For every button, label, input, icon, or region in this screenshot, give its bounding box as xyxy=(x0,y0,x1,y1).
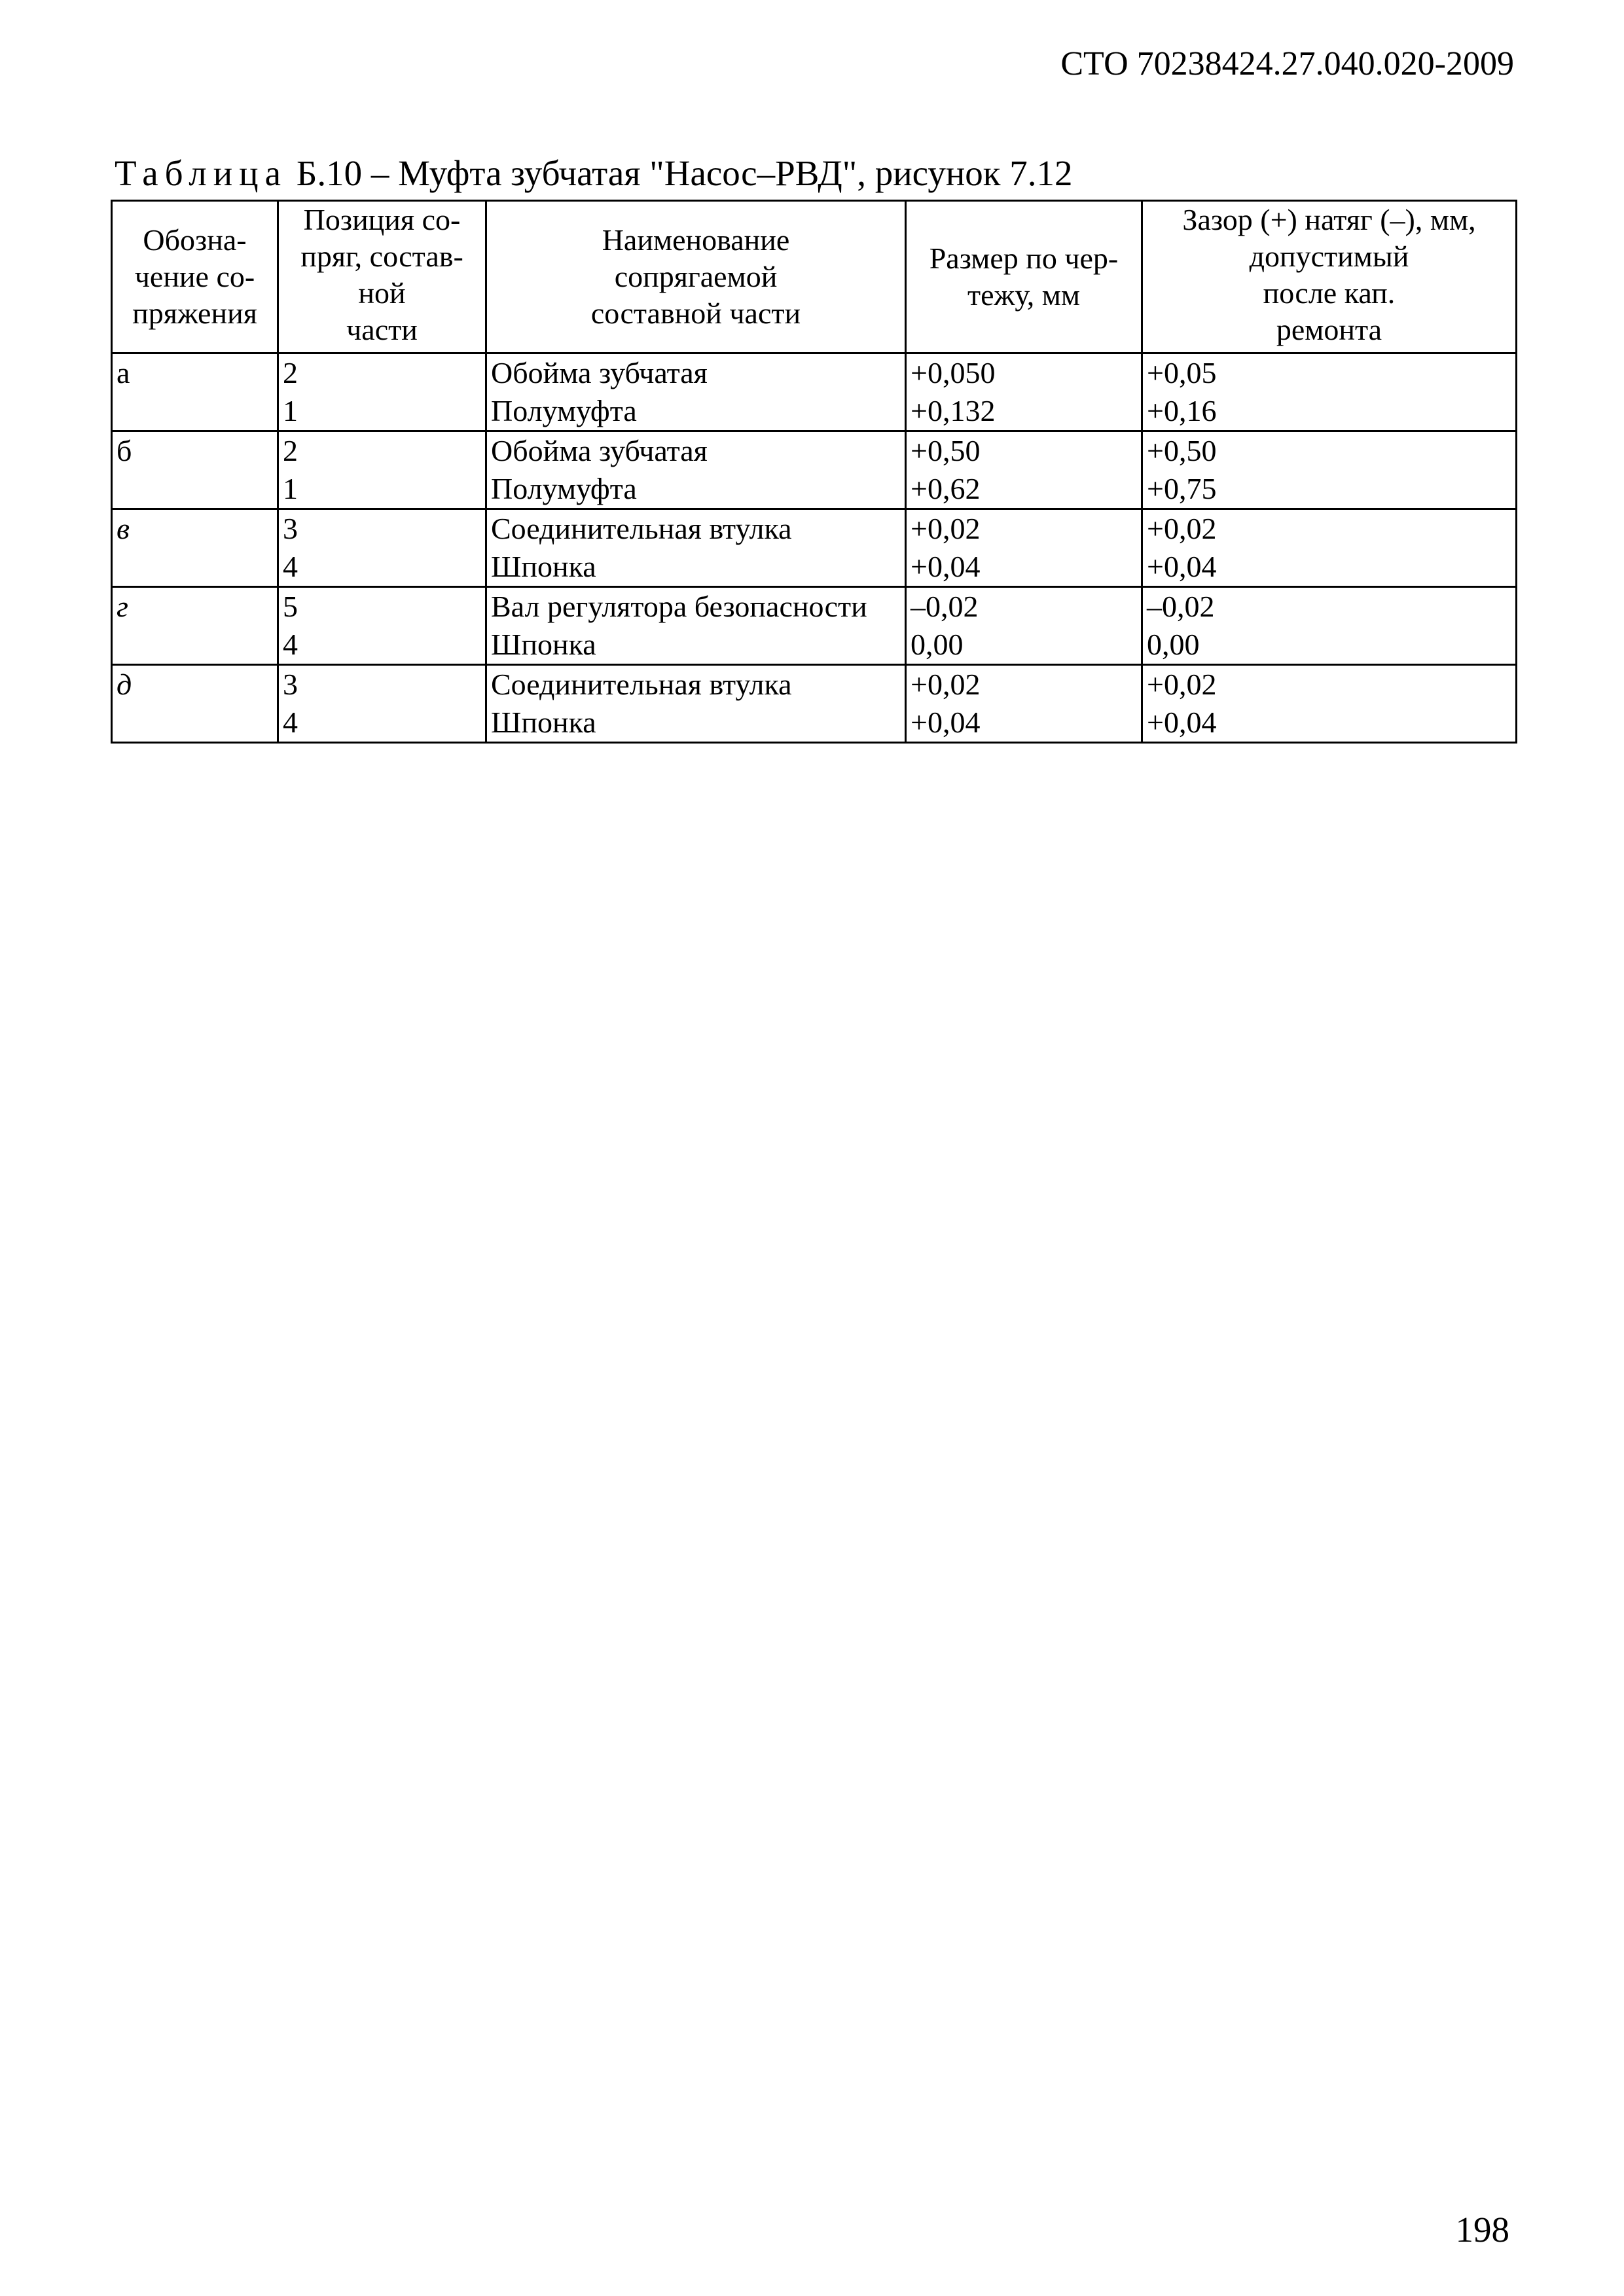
cell-clearance: +0,04 xyxy=(1142,548,1517,587)
table-row xyxy=(112,626,1517,665)
cell-position: 4 xyxy=(278,626,486,665)
table-caption-text: Б.10 – Муфта зубчатая "Насос–РВД", рисунок 7.12 xyxy=(287,153,1073,193)
table-row xyxy=(112,431,1517,471)
cell-designation xyxy=(112,626,278,665)
cell-clearance: +0,02 xyxy=(1142,665,1517,704)
cell-position: 3 xyxy=(278,665,486,704)
cell-clearance: +0,16 xyxy=(1142,392,1517,431)
mating-parts-table xyxy=(111,200,1517,744)
cell-drawing-size: +0,62 xyxy=(906,470,1142,509)
cell-designation xyxy=(112,548,278,587)
cell-clearance: +0,02 xyxy=(1142,509,1517,548)
cell-drawing-size: +0,132 xyxy=(906,392,1142,431)
cell-designation xyxy=(112,470,278,509)
cell-position: 4 xyxy=(278,548,486,587)
cell-drawing-size: 0,00 xyxy=(906,626,1142,665)
cell-clearance: +0,04 xyxy=(1142,704,1517,743)
cell-designation: а xyxy=(112,353,278,393)
table-row xyxy=(112,353,1517,393)
col-header-drawing-size: Размер по чер- тежу, мм xyxy=(906,201,1142,353)
table-row xyxy=(112,392,1517,431)
cell-drawing-size: +0,02 xyxy=(906,665,1142,704)
cell-part-name: Вал регулятора безопасности xyxy=(486,587,906,626)
cell-position: 2 xyxy=(278,431,486,471)
table-row xyxy=(112,509,1517,548)
table-row xyxy=(112,548,1517,587)
col-header-position: Позиция со- пряг, состав- ной части xyxy=(278,201,486,353)
cell-drawing-size: +0,04 xyxy=(906,548,1142,587)
cell-part-name: Шпонка xyxy=(486,704,906,743)
table-row xyxy=(112,704,1517,743)
cell-clearance: 0,00 xyxy=(1142,626,1517,665)
cell-part-name: Полумуфта xyxy=(486,392,906,431)
cell-clearance: –0,02 xyxy=(1142,587,1517,626)
cell-drawing-size: +0,04 xyxy=(906,704,1142,743)
table-header-row xyxy=(112,201,1517,353)
cell-position: 3 xyxy=(278,509,486,548)
col-header-part-name: Наименование сопрягаемой составной части xyxy=(486,201,906,353)
cell-position: 1 xyxy=(278,392,486,431)
cell-drawing-size: +0,050 xyxy=(906,353,1142,393)
document-code: СТО 70238424.27.040.020-2009 xyxy=(1060,45,1514,82)
cell-position: 4 xyxy=(278,704,486,743)
cell-clearance: +0,75 xyxy=(1142,470,1517,509)
cell-clearance: +0,05 xyxy=(1142,353,1517,393)
cell-position: 5 xyxy=(278,587,486,626)
cell-part-name: Обойма зубчатая xyxy=(486,353,906,393)
cell-position: 2 xyxy=(278,353,486,393)
table-body xyxy=(112,353,1517,743)
cell-part-name: Шпонка xyxy=(486,548,906,587)
cell-designation: в xyxy=(112,509,278,548)
cell-drawing-size: +0,50 xyxy=(906,431,1142,471)
cell-designation: д xyxy=(112,665,278,704)
table-row xyxy=(112,587,1517,626)
cell-position: 1 xyxy=(278,470,486,509)
cell-part-name: Соединительная втулка xyxy=(486,509,906,548)
col-header-clearance: Зазор (+) натяг (–), мм, допустимый после кап. ремонта xyxy=(1142,201,1517,353)
cell-designation xyxy=(112,392,278,431)
cell-designation xyxy=(112,704,278,743)
table-caption-label: Таблица xyxy=(115,153,287,193)
cell-designation: г xyxy=(112,587,278,626)
page-number: 198 xyxy=(1455,2210,1509,2250)
cell-part-name: Полумуфта xyxy=(486,470,906,509)
cell-part-name: Соединительная втулка xyxy=(486,665,906,704)
cell-drawing-size: +0,02 xyxy=(906,509,1142,548)
cell-clearance: +0,50 xyxy=(1142,431,1517,471)
cell-designation: б xyxy=(112,431,278,471)
col-header-designation: Обозна- чение со- пряжения xyxy=(112,201,278,353)
table-caption xyxy=(115,152,1072,194)
table-row xyxy=(112,470,1517,509)
cell-drawing-size: –0,02 xyxy=(906,587,1142,626)
table-row xyxy=(112,665,1517,704)
cell-part-name: Обойма зубчатая xyxy=(486,431,906,471)
cell-part-name: Шпонка xyxy=(486,626,906,665)
